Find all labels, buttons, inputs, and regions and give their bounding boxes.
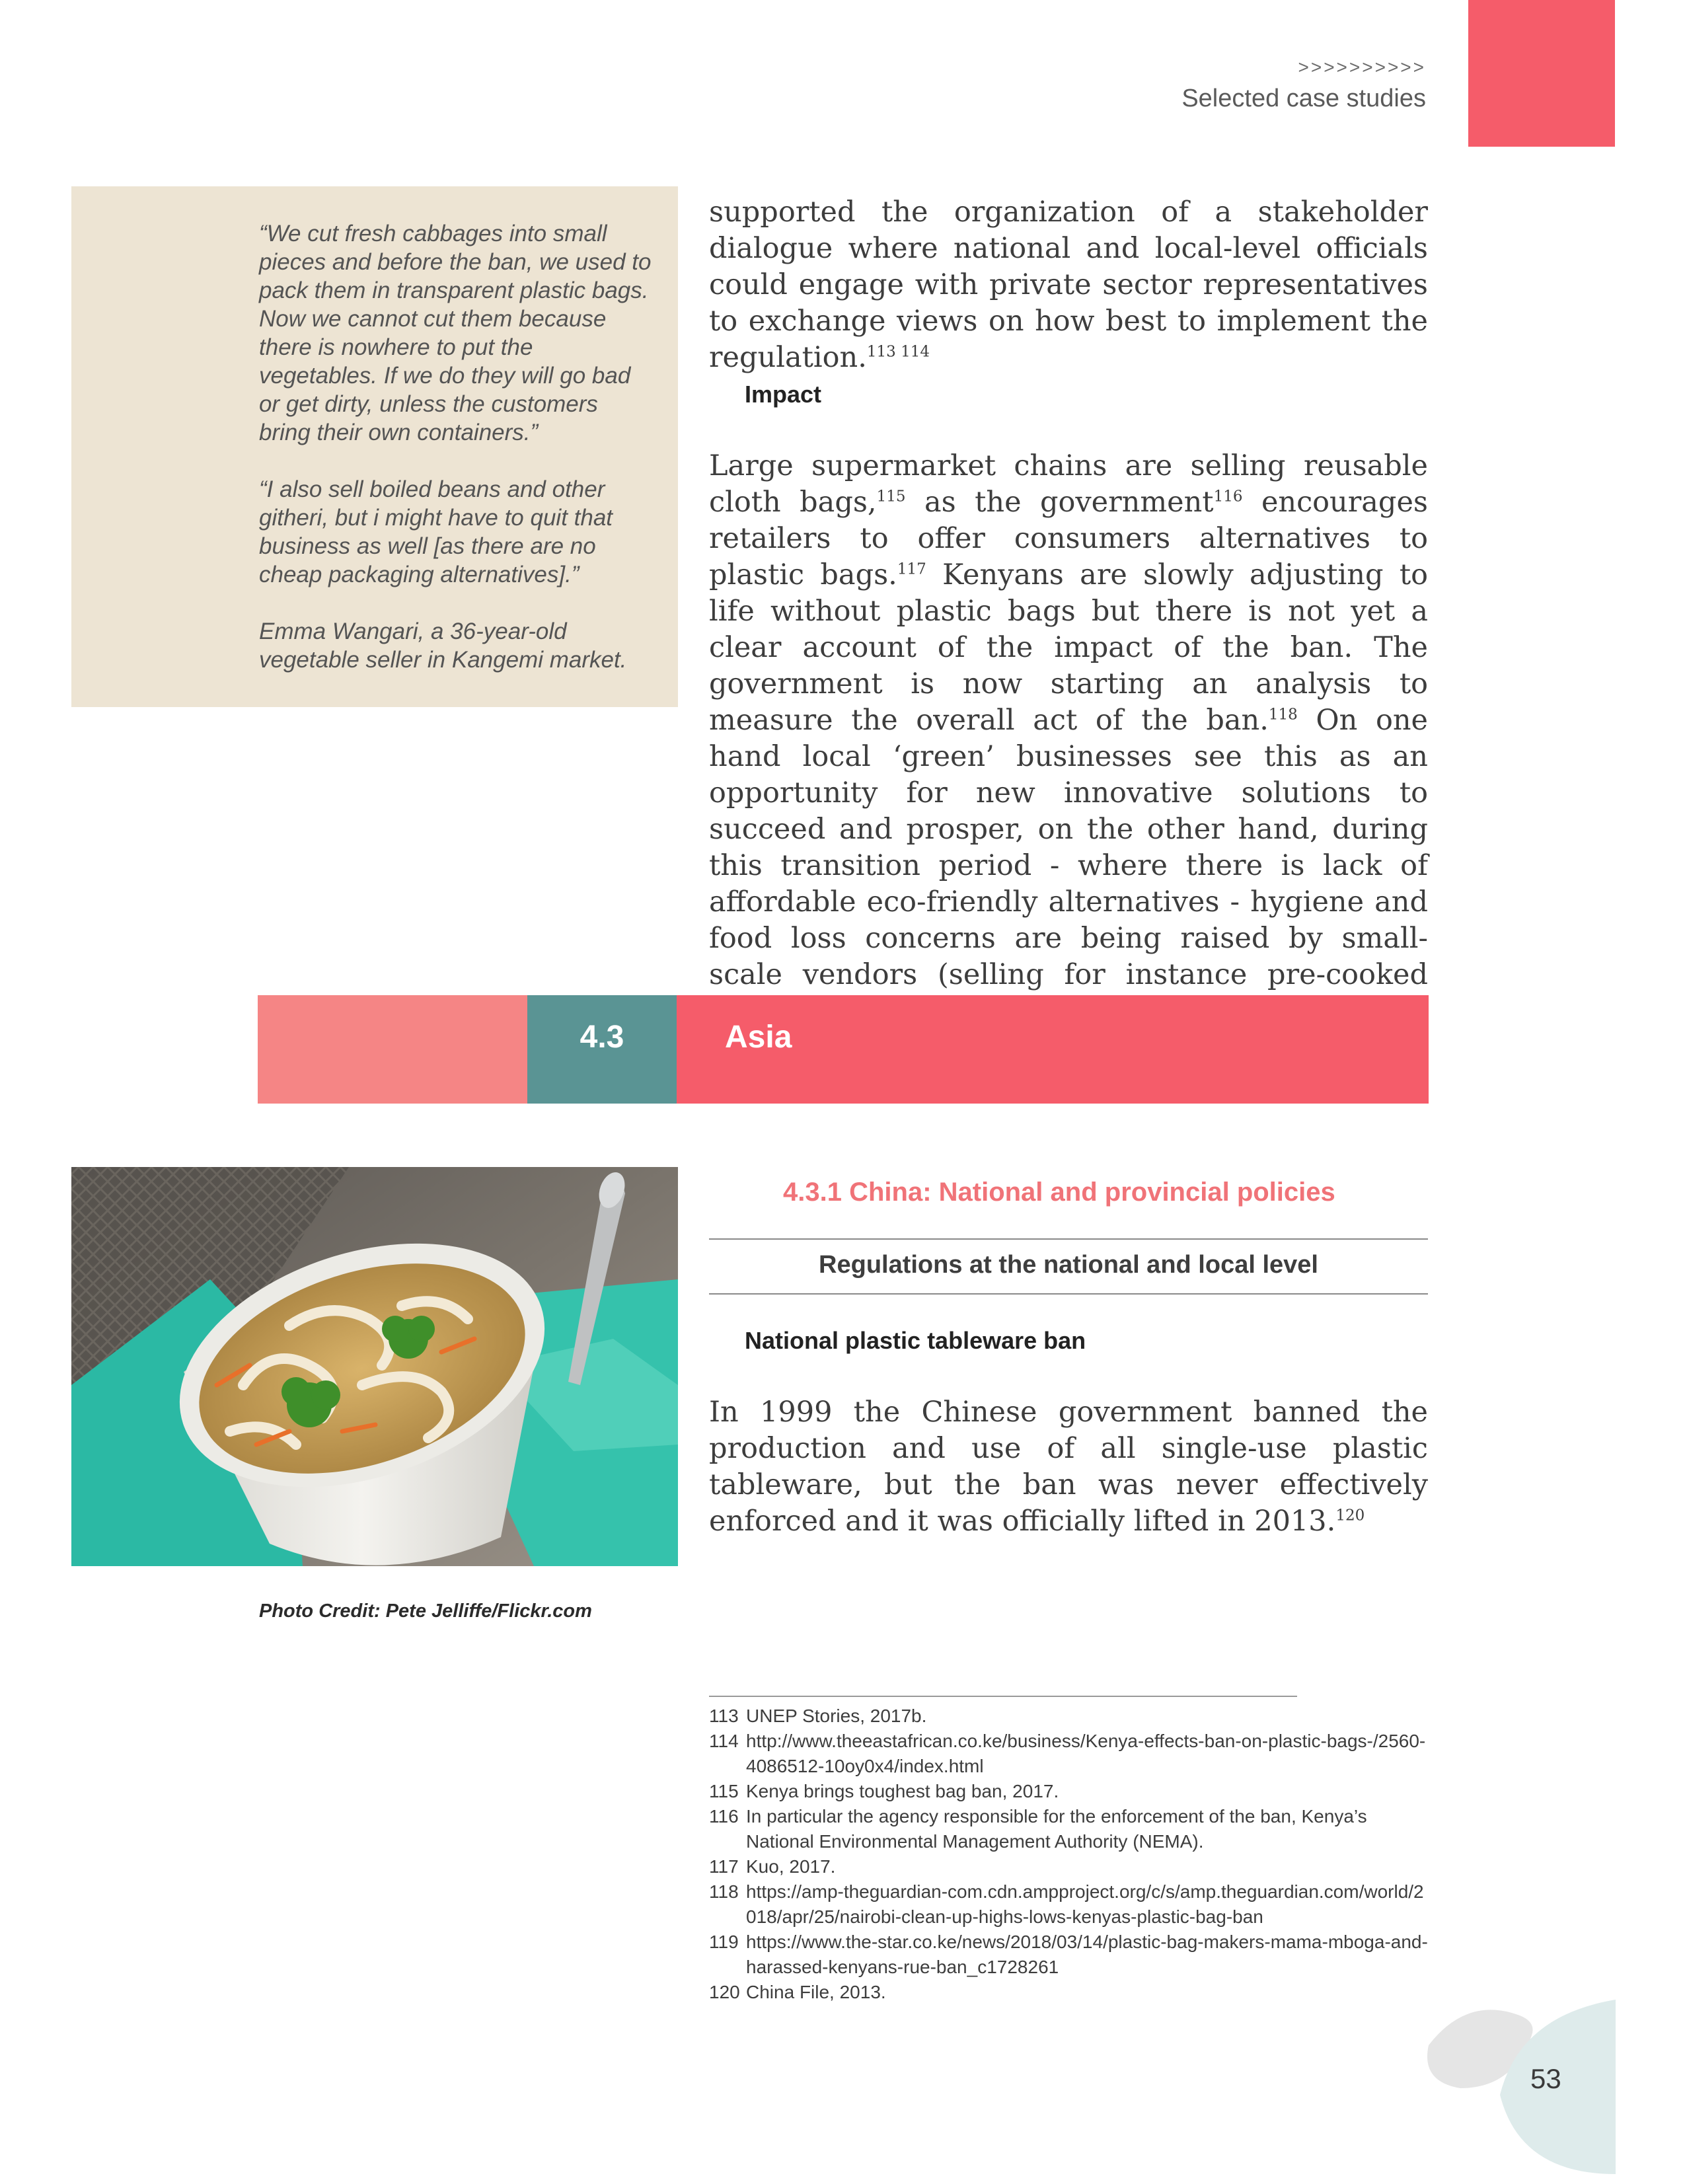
divider (709, 1238, 1428, 1240)
header-arrows: >>>>>>>>>> (1298, 57, 1426, 77)
footnote-text: UNEP Stories, 2017b. (746, 1706, 927, 1726)
section-banner-left (258, 995, 527, 1104)
impact-paragraph (709, 448, 1428, 1030)
footnote (709, 1854, 1429, 1879)
footnote (709, 1704, 1429, 1729)
tableware-ban-text: In 1999 the Chinese government banned the production and use of all single-use plastic tableware, but the ban was never effectively enforced and it was officially lifted in 2013. (709, 1396, 1428, 1538)
footnote[interactable] (709, 1729, 1429, 1779)
regulations-heading: Regulations at the national and local level (819, 1251, 1318, 1279)
footnote-text: Kuo, 2017. (746, 1856, 836, 1877)
section-title: Asia (725, 1020, 792, 1055)
footnote[interactable] (709, 1930, 1429, 1980)
footnote-text: Kenya brings toughest bag ban, 2017. (746, 1781, 1059, 1801)
footnote-text: China File, 2013. (746, 1982, 886, 2002)
impact-text: Kenyans are slowly adjusting to life without plastic bags but there is not yet a clear account of the impact of the ban. The government is now starting an analysis to measure the overall act of the ban. (709, 558, 1428, 737)
footnote-ref: 113 114 (866, 343, 930, 361)
footnote-number: 119 (709, 1932, 739, 1952)
quote-paragraph: “I also sell boiled beans and other githeri, but i might have to quit that business as well [as there are no cheap packaging alternatives].” (259, 476, 613, 587)
footnote-ref: 118 (1268, 706, 1298, 724)
footnote-ref: 120 (1335, 1507, 1365, 1525)
subsection-title: 4.3.1 China: National and provincial policies (783, 1178, 1335, 1207)
impact-text: Large supermarket chains are selling reusable cloth bags, (709, 449, 1428, 519)
tableware-ban-heading: National plastic tableware ban (745, 1327, 1086, 1354)
footnote-number: 116 (709, 1806, 739, 1826)
intro-paragraph (709, 194, 1428, 376)
footnote[interactable] (709, 1879, 1429, 1930)
header-color-tab (1468, 0, 1615, 147)
footnote-ref: 115 (876, 488, 906, 506)
header-section-label: Selected case studies (1181, 85, 1426, 112)
footnote-number: 120 (709, 1982, 740, 2002)
footnote-number: 117 (709, 1856, 739, 1877)
footnote-ref: 117 (897, 560, 926, 578)
footnotes (709, 1704, 1429, 2005)
noodle-soup-photo (71, 1167, 678, 1566)
page-corner-decoration (1421, 1996, 1619, 2181)
quote-text (259, 219, 655, 702)
footnote-number: 118 (709, 1881, 739, 1902)
quote-paragraph: “We cut fresh cabbages into small pieces and before the ban, we used to pack them in transparent plastic bags. Now we cannot cut them because there is nowhere to put the vegetables. If we do they will go bad or get dirty, unless the customers bring their own containers.” (259, 221, 652, 445)
footnote (709, 1804, 1429, 1854)
footnote-text: In particular the agency responsible for the enforcement of the ban, Kenya’s National Environmental Management Authority (NEMA). (746, 1806, 1367, 1852)
quote-attribution: Emma Wangari, a 36-year-old vegetable seller in Kangemi market. (259, 619, 627, 673)
photo-credit: Photo Credit: Pete Jelliffe/Flickr.com (259, 1600, 592, 1622)
footnote (709, 1980, 1429, 2005)
divider (709, 1293, 1428, 1295)
impact-text: encourages retailers to offer consumers alternatives to plastic bags. (709, 486, 1428, 591)
footnote-link[interactable]: https://amp-theguardian-com.cdn.ampproject.org/c/s/amp.theguardian.com/world/2018/apr/25/nairobi-clean-up-highs-lows-kenyas-plastic-bag-ban (746, 1881, 1424, 1927)
impact-text: On one hand local ‘green’ businesses see this as an opportunity for new innovative solutions to succeed and prosper, on the other hand, during this transition period - where there is lack of affordable eco-friendly alternatives - hygiene and food loss concerns are being raised by small-scale vendors (selling for instance pre-cooked (709, 704, 1429, 991)
footnote-number: 114 (709, 1731, 739, 1751)
footnote-ref: 116 (1213, 488, 1243, 506)
impact-text: as the government (905, 486, 1214, 519)
footnote-divider (709, 1696, 1297, 1697)
footnote-number: 113 (709, 1706, 739, 1726)
footnote-number: 115 (709, 1781, 739, 1801)
intro-text: supported the organization of a stakeholder dialogue where national and local-level officials could engage with private sector representatives to exchange views on how best to implement the regulation. (709, 196, 1428, 374)
footnote-link[interactable]: https://www.the-star.co.ke/news/2018/03/14/plastic-bag-makers-mama-mboga-and-harassed-kenyans-rue-ban_c1728261 (746, 1932, 1428, 1977)
impact-heading: Impact (745, 381, 822, 408)
tableware-ban-paragraph (709, 1394, 1428, 1540)
page-number: 53 (1530, 2063, 1561, 2094)
footnote (709, 1779, 1429, 1804)
footnote-link[interactable]: http://www.theeastafrican.co.ke/business/Kenya-effects-ban-on-plastic-bags-/2560-4086512-10oy0x4/index.html (746, 1731, 1426, 1776)
section-number: 4.3 (580, 1020, 624, 1055)
